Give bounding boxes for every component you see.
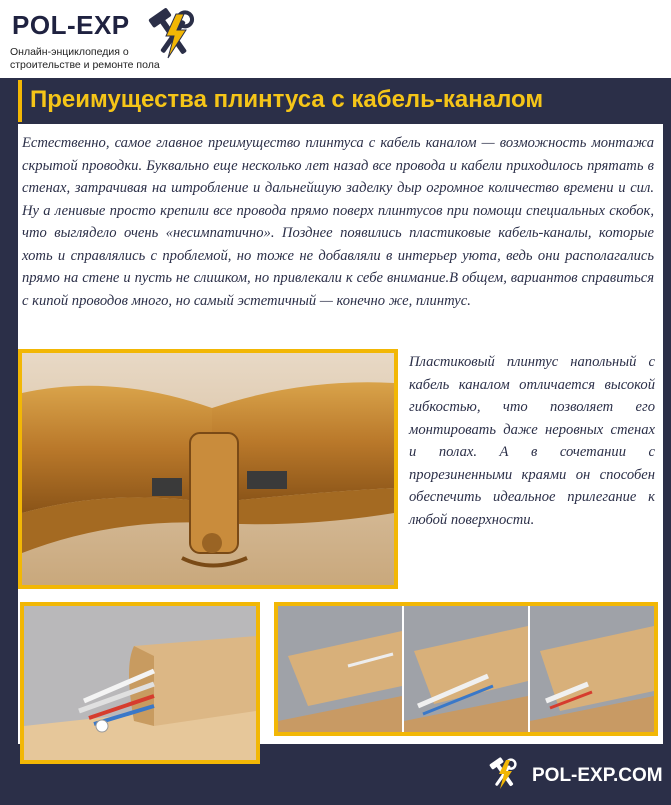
hammer-wrench-lightning-icon [484, 756, 524, 792]
brand-name: POL-EXP [12, 10, 130, 40]
title-accent-stripe [18, 80, 22, 122]
baseboard-closeup-image-frame [18, 349, 398, 589]
footer-logo[interactable] [484, 756, 669, 796]
site-logo[interactable] [4, 4, 209, 74]
footer-brand-text: POL-EXP.COM [532, 765, 663, 786]
section-title-bar [18, 80, 548, 122]
page-title: Преимущества плинтуса с кабель-каналом [30, 86, 544, 113]
article-paragraph: Естественно, самое главное преимущество плинтуса с кабель каналом — возможность монтажа скрытой проводки. Буквально еще несколько лет назад все провода и кабели приходилось прятать в стенах, затрачивая на штробление и дальнейшую заделку дыр огромное количество времени и сил. Ну а ленивые просто крепили все провода прямо поверх плинтусов при помощи специальных скобок, что выглядело очень «несимпатично». Позднее появились пластиковые кабель-каналы, которые хоть и справлялись с проблемой, но тоже не добавляли в интерьер уюта, ведь они располагались прямо на стене и пусть не слишком, но привлекали к себе внимание.В общем, вариантов справиться с кипой проводов много, но самый эстетичный — конечно же, плинтус. [22, 135, 654, 309]
site-header [0, 0, 671, 78]
baseboard-steps-image-frame [274, 602, 658, 736]
baseboard-with-cables-image [24, 606, 256, 760]
baseboard-steps-image [278, 606, 654, 732]
hammer-wrench-lightning-icon [140, 6, 208, 62]
article-panel [18, 124, 663, 599]
side-paragraph: Пластиковый плинтус напольный с кабель каналом отличается высокой гибкостью, что позволяет его монтировать даже неровных стенах и полах. А в сочетании с прорезиненными краями он способен обеспечить идеальное прилегание к любой поверхности. [409, 354, 655, 528]
baseboard-closeup-image [22, 353, 394, 585]
brand-tagline: Онлайн-энциклопедия о строительстве и ремонте пола [10, 46, 160, 71]
baseboard-with-cables-image-frame [20, 602, 260, 764]
